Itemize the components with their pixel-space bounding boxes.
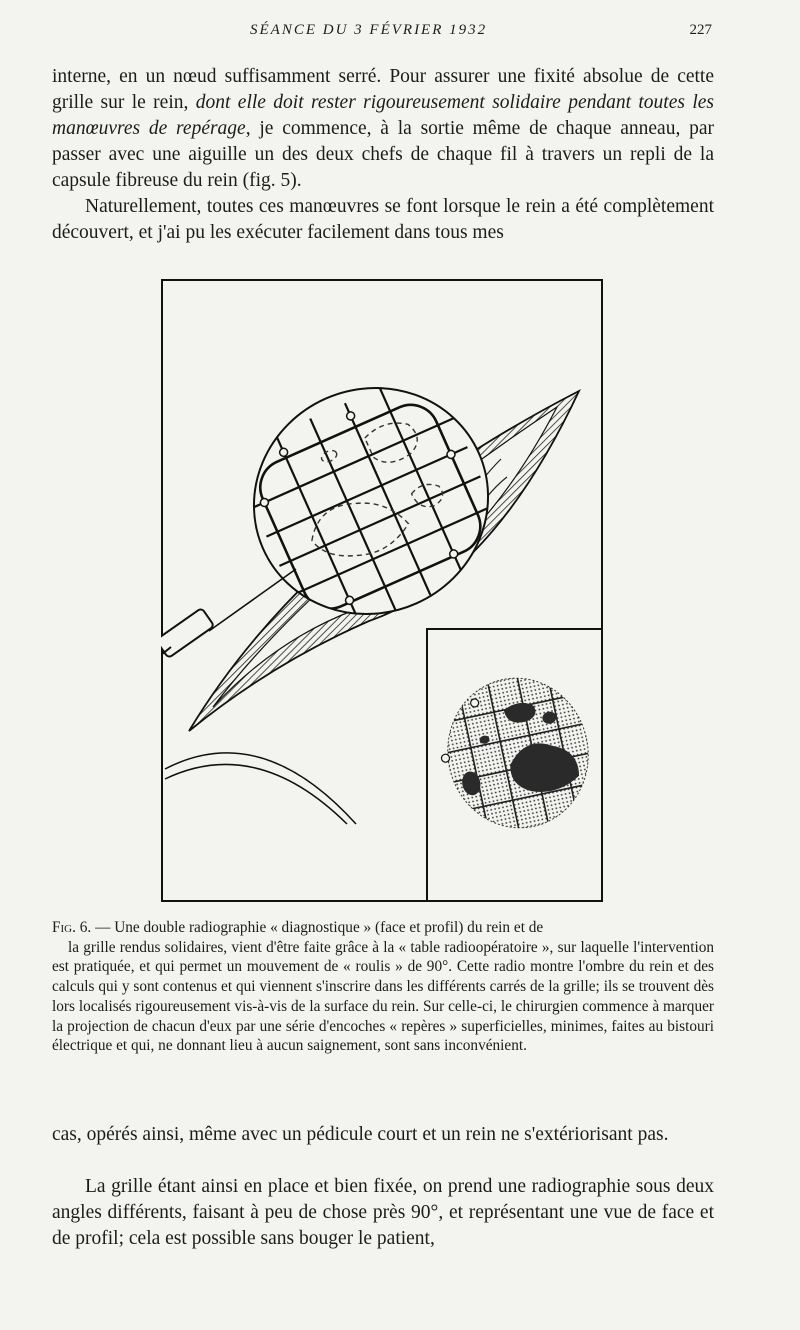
figure-kidney-grid-illustration (161, 279, 603, 902)
abdominal-contour (165, 753, 356, 824)
running-header (0, 22, 800, 44)
kidney-grid-drawing (161, 279, 603, 902)
italic-span: dont elle doit rester rigoureusement solidaire pendant toutes les manœuvres de repérage (52, 92, 714, 139)
caption-first-line: — Une double radiographie « diagnostique » (face et profil) du rein et de (91, 919, 544, 936)
running-title: SÉANCE DU 3 FÉVRIER 1932 (250, 22, 488, 38)
text-span: interne, en un nœud suffisamment serré. Pour assurer une fixité absolue de cette grille sur le rein, (52, 66, 714, 113)
text-span: , je commence, à la sortie même de chaque anneau, par passer avec une aiguille un des deux chefs de chaque fil à travers un repli de la capsule fibreuse du rein (fig. 5). (52, 118, 714, 191)
paragraph-grid-fixation (52, 64, 714, 194)
figure-label: Fig. 6. (52, 919, 92, 936)
paragraph-kidney-exposed: Naturellement, toutes ces manœuvres se font lorsque le rein a été complètement découvert, et j'ai pu les exécuter facilement dans tous mes (52, 196, 714, 243)
caption-text: la grille rendus solidaires, vient d'être faite grâce à la « table radioopératoire », sur laquelle l'intervention est pratiquée, et qui permet un mouvement de « roulis » de 90°. Cette radio montre l'ombre du rein et des calculs qui y sont contenus et qui viennent s'inscrire dans les différents carrés de la grille; ils se trouvent dès lors localisés rigoureusement vis-à-vis de la surface du rein. Sur celle-ci, le chirurgien commence à marquer la projection de chacun d'eux par une série d'encoches « repères » superficielles, minimes, faites au bistouri électrique et qui, ne donnant lieu à aucun saignement, sont sans inconvénient. (52, 938, 714, 1055)
paragraph-radiography: La grille étant ainsi en place et bien fixée, on prend une radiographie sous deux angles différents, faisant à peu de chose près 90°, et représentant une vue de face et de profil; cela est possible sans bouger le patient, (52, 1176, 714, 1249)
page-number: 227 (689, 22, 712, 38)
figure-caption (52, 918, 714, 1056)
kidney-with-grid (218, 351, 525, 652)
paragraph-cases: cas, opérés ainsi, même avec un pédicule court et un rein ne s'extériorisant pas. (52, 1124, 669, 1145)
